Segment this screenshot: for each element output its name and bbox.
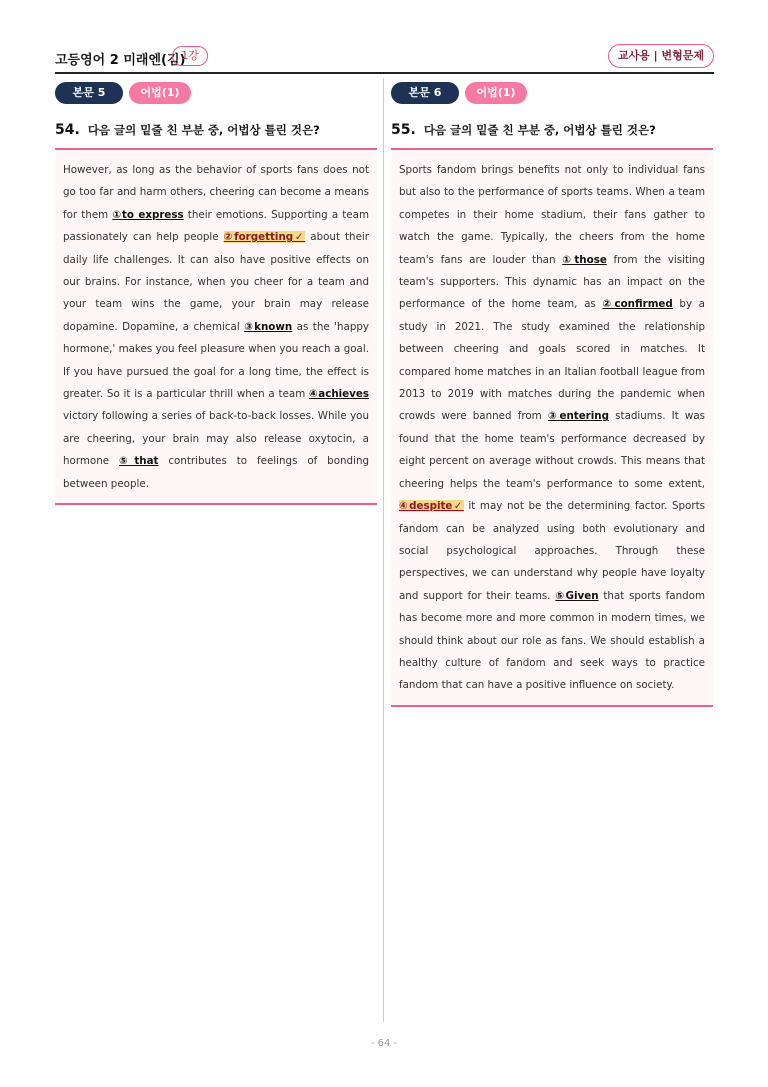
page-header <box>55 44 714 74</box>
passage-segment: their emotions. Supporting a team passionately can help people <box>63 208 369 244</box>
passage-segment: contributes to feelings of bonding between people. <box>63 455 370 490</box>
type-tag: 어법(1) <box>129 82 191 104</box>
question-text: 다음 글의 밑줄 친 부분 중, 어법상 틀린 것은? <box>87 123 320 137</box>
column-divider <box>383 78 384 1022</box>
underlined-choice: ⑤that <box>119 455 159 468</box>
type-tag: 어법(1) <box>465 82 527 104</box>
underlined-choice: ①to express <box>112 208 184 221</box>
passage-segment: about their daily life challenges. It can also have positive effects on our brains. For instance, when you cheer for a team and your team wins the game, your brain may release dopamine. Dopamine, a chemical <box>63 231 369 333</box>
passage-tag: 본문 6 <box>391 82 459 104</box>
passage-segment: by a study in 2021. The study examined the relationship between cheering and goals scored in matches. It compared home matches in an Italian football league from 2013 to 2019 with matches during the pandemic when crowds were banned from <box>399 298 705 423</box>
question-tags <box>391 82 713 104</box>
underlined-choice: ③entering <box>547 410 609 423</box>
question-tags <box>55 82 377 104</box>
question-54-column <box>55 82 377 505</box>
question-number: 54. <box>55 122 80 138</box>
passage-box <box>391 150 713 707</box>
passage-segment: However, as long as the behavior of sports fans does not go too far and harm others, cheering can become a means for them <box>63 164 369 221</box>
question-55-column <box>391 82 713 707</box>
underlined-choice: ②confirmed <box>602 298 673 311</box>
passage-segment: from the visiting team's supporters. This dynamic has an impact on the performance of the home team, as <box>399 253 705 311</box>
passage-segment: that sports fandom has become more and more common in modern times, we should think about our role as fans. We should establish a healthy culture of fandom and seek ways to practice fandom that can have a positive influence on society. <box>399 589 705 692</box>
passage-segment: victory following a series of back-to-back losses. While you are cheering, your brain may also release oxytocin, a hormone <box>63 410 369 468</box>
passage-tag: 본문 5 <box>55 82 123 104</box>
underlined-choice: ⑤Given <box>555 589 599 602</box>
underlined-choice: ④achieves <box>309 388 369 401</box>
passage-text <box>63 159 369 495</box>
question-text: 다음 글의 밑줄 친 부분 중, 어법상 틀린 것은? <box>423 123 656 137</box>
passage-box <box>55 150 377 505</box>
answer-marked-choice: ④despite✓ <box>399 500 464 513</box>
page-number: - 64 - <box>370 1038 398 1049</box>
header-rule <box>55 72 714 74</box>
question-54 <box>55 122 377 142</box>
lesson-badge: 1강 <box>172 46 208 66</box>
passage-segment: stadiums. It was found that the home team's performance decreased by eight percent on average without crowds. This means that cheering helps the team's performance to some extent, <box>399 410 706 490</box>
underlined-choice: ③known <box>244 320 293 333</box>
passage-text <box>399 159 705 697</box>
answer-marked-choice: ②forgetting✓ <box>223 231 306 244</box>
document-title: 고등영어 2 미래엔(김) <box>55 53 186 68</box>
underlined-choice: ①those <box>562 253 607 266</box>
passage-segment: as the 'happy hormone,' makes you feel pleasure when you reach a goal. If you have pursued the goal for a long time, the effect is greater. So it is a particular thrill when a team <box>63 320 369 401</box>
audience-badge: 교사용 | 변형문제 <box>608 44 714 68</box>
question-55 <box>391 122 713 142</box>
question-number: 55. <box>391 122 416 138</box>
passage-segment: Sports fandom brings benefits not only to individual fans but also to the performance of sports teams. When a team competes in their home stadium, their fans gather to watch the game. Typically, the cheers from the home team's fans are louder than <box>399 164 705 266</box>
passage-segment: it may not be the determining factor. Sports fandom can be analyzed using both evolutionary and social psychological approaches. Through these perspectives, we can understand why people have loyalty and support for their teams. <box>399 500 705 602</box>
